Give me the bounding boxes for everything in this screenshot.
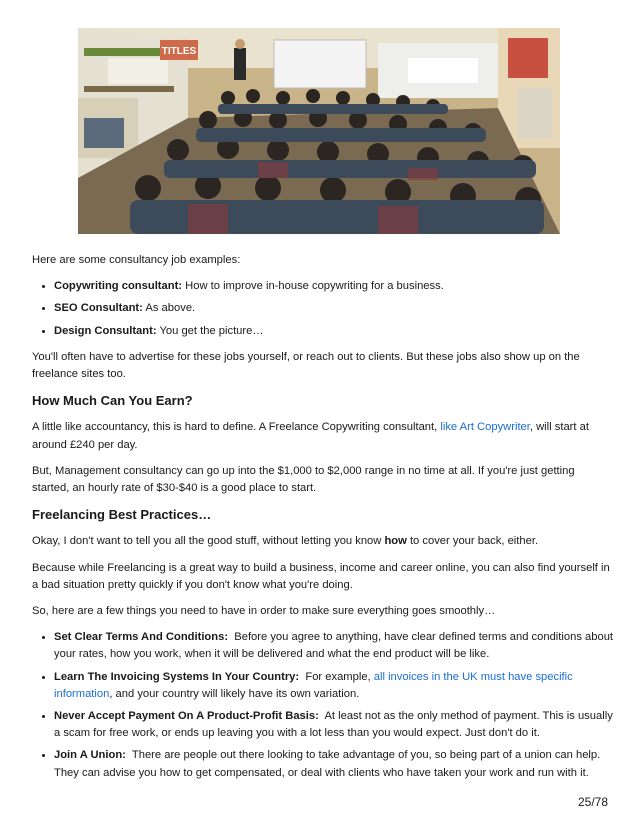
earn-paragraph-1	[32, 419, 614, 453]
practices-paragraph-1	[32, 533, 614, 550]
photo-sign-text: TITLES	[161, 46, 197, 57]
list-item-desc: There are people out there looking to take advantage of you, so being part of a union can help. They can advise you how to get compensated, or deal with clients who have taken your work and run with it.	[54, 749, 601, 779]
list-item-desc: How to improve in-house copywriting for a business.	[185, 280, 444, 293]
practices-paragraph-2: Because while Freelancing is a great way to build a business, income and career online, you can also find yourself in a bad situation pretty quickly if you don't know what you're doing.	[32, 561, 610, 591]
best-practices-list	[32, 629, 614, 782]
intro-text: Here are some consultancy job examples:	[32, 254, 241, 266]
list-item-term: Design Consultant:	[54, 324, 157, 337]
practices-p1-text: Okay, I don't want to tell you all the good stuff, without letting you know	[32, 535, 385, 548]
list-item-desc: As above.	[145, 302, 196, 315]
practices-paragraph-3: So, here are a few things you need to have in order to make sure everything goes smoothly…	[32, 605, 496, 618]
list-item-desc: For example,	[305, 670, 374, 683]
earn-paragraph-2: But, Management consultancy can go up into the $1,000 to $2,000 range in no time at all. If you're just getting started, an hourly rate of $30-$40 is a good place to start.	[32, 464, 575, 495]
art-copywriter-link[interactable]: like Art Copywriter	[440, 421, 530, 434]
list-item	[54, 629, 614, 663]
list-item-term: Set Clear Terms And Conditions:	[54, 631, 229, 644]
list-item	[54, 300, 614, 317]
list-item-term: Learn The Invoicing Systems In Your Country:	[54, 670, 300, 683]
consultancy-examples-list	[32, 278, 614, 340]
practices-p1-text-end: to cover your back, either.	[406, 535, 539, 548]
list-item-term: Join A Union:	[54, 749, 126, 762]
list-item-desc: Before you agree to anything, have clear defined terms and conditions about your rates, how you work, when it will be delivered and what the end product will be like.	[54, 631, 614, 661]
earn-p1-text-end: , will start at around £240 per day.	[32, 421, 589, 451]
page-content	[32, 252, 614, 791]
list-item	[54, 323, 614, 340]
page-number: 25/78	[577, 795, 608, 809]
list-item	[54, 747, 614, 781]
list-item	[54, 278, 614, 295]
seminar-photo	[78, 28, 560, 234]
practices-p1-bold: how	[384, 535, 407, 548]
list-item	[54, 669, 614, 703]
earn-p1-text: A little like accountancy, this is hard to define. A Freelance Copywriting consultant,	[32, 421, 441, 434]
list-item-desc: You get the picture…	[159, 324, 264, 337]
practices-heading: Freelancing Best Practices…	[32, 507, 212, 523]
list-item-term: Never Accept Payment On A Product-Profit Basis:	[54, 710, 319, 723]
uk-invoices-link[interactable]: all invoices in the UK must have specific information	[54, 670, 573, 700]
list-item-term: SEO Consultant:	[54, 302, 143, 315]
earn-heading: How Much Can You Earn?	[32, 393, 193, 409]
list-item-desc-end: , and your country will likely have its own variation.	[109, 687, 360, 700]
advertise-paragraph: You'll often have to advertise for these jobs yourself, or reach out to clients. But these jobs also show up on the freelance sites too.	[32, 350, 580, 381]
list-item-term: Copywriting consultant:	[54, 280, 183, 293]
list-item-desc: At least not as the only method of payment. This is usually a scam for free work, or ends up leaving you with a lot less than you would expect. Just don't do it.	[54, 710, 613, 740]
list-item	[54, 708, 614, 742]
